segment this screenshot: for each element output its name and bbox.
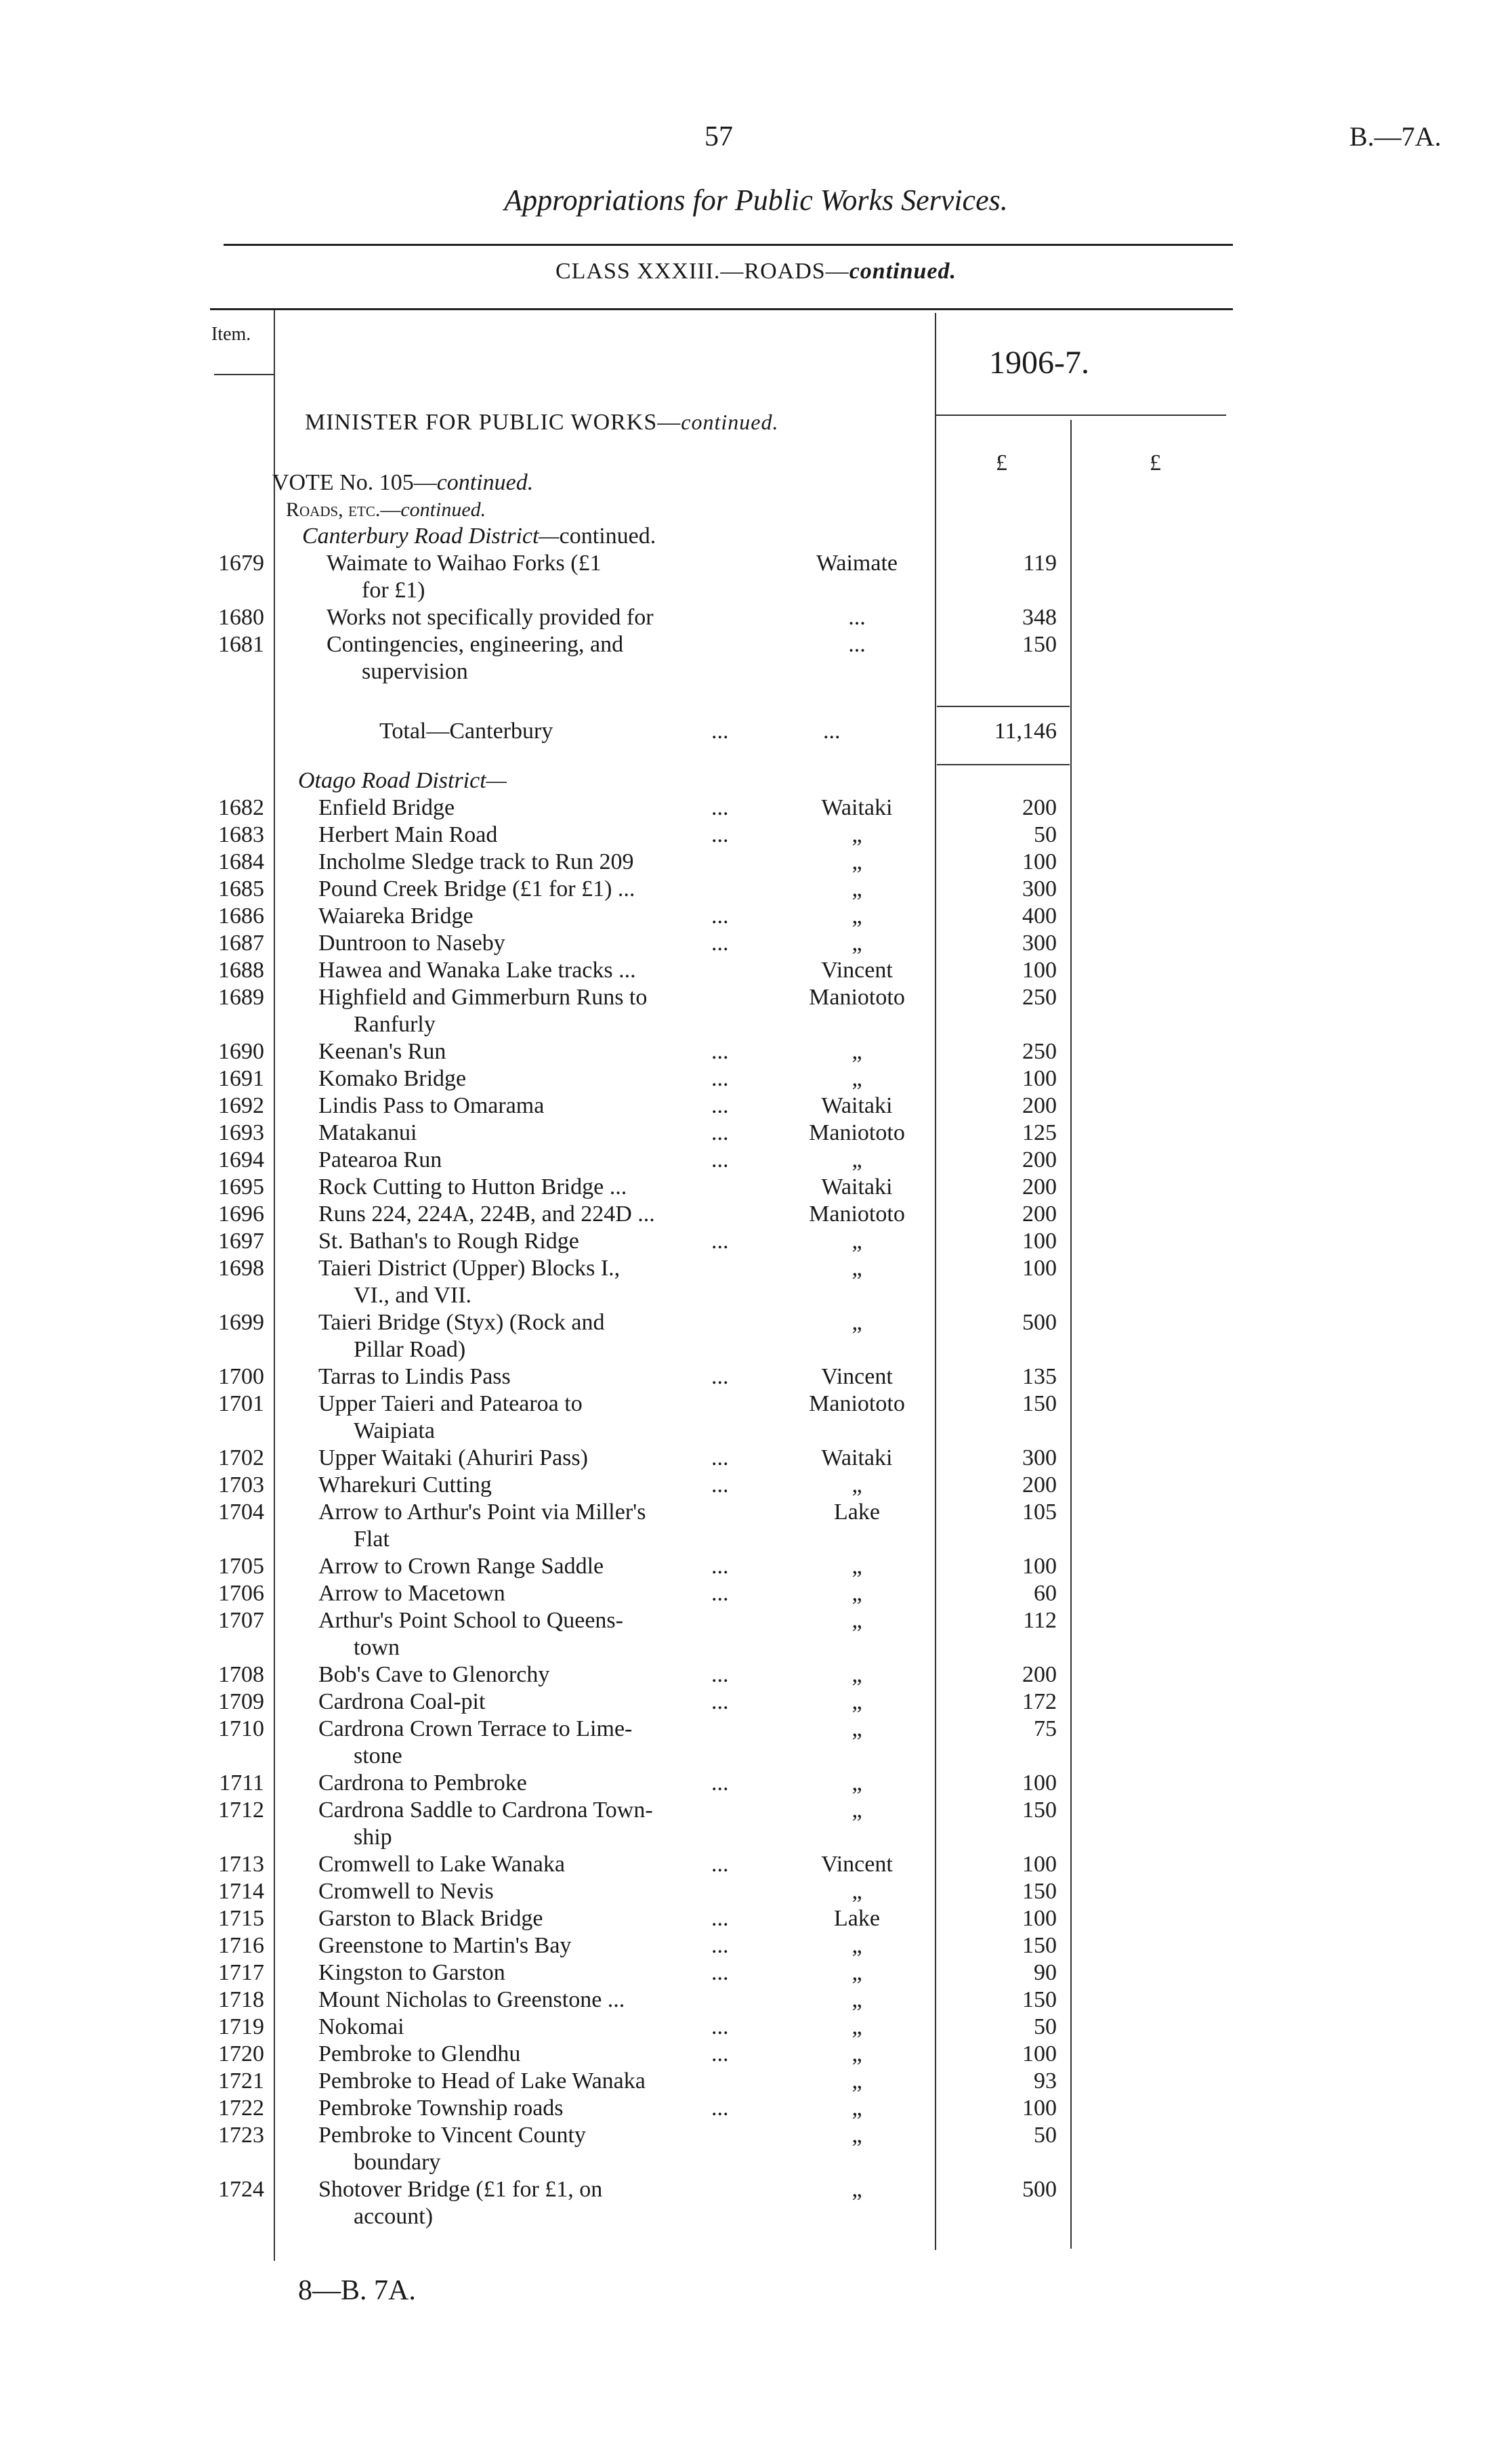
item-description: Cromwell to Lake Wanaka [318, 1852, 565, 1877]
item-number: 1720 [218, 2041, 264, 2066]
item-amount: 172 [1022, 1689, 1057, 1714]
table-row [0, 1607, 1512, 1661]
item-amount: 119 [1023, 551, 1057, 576]
leader-dots: ... [711, 1066, 729, 1091]
table-row [0, 1661, 1512, 1688]
item-district: „ [852, 1770, 862, 1796]
table-row [0, 930, 1512, 957]
item-description: Keenan's Run [318, 1039, 446, 1064]
table-row [0, 1688, 1512, 1716]
table-row [0, 1390, 1512, 1445]
table-row [0, 2014, 1512, 2041]
item-number: 1704 [218, 1500, 264, 1525]
item-number: 1683 [218, 822, 264, 847]
item-district: Waitaki [821, 1174, 893, 1199]
table-row [0, 849, 1512, 876]
item-description: Pembroke to Vincent County [318, 2123, 586, 2148]
item-description: Taieri Bridge (Styx) (Rock and [318, 1310, 605, 1335]
item-district: „ [852, 849, 862, 874]
item-number: 1721 [218, 2068, 264, 2094]
total-rule [937, 764, 1070, 765]
item-district: „ [852, 2041, 862, 2066]
item-description: Herbert Main Road [318, 822, 498, 847]
item-description: Waimate to Waihao Forks (£1 [327, 551, 602, 576]
leader-dots: ... [711, 2096, 729, 2121]
item-description: St. Bathan's to Rough Ridge [318, 1229, 579, 1254]
item-district: „ [852, 1689, 862, 1714]
item-description-continued: boundary [354, 2150, 441, 2175]
item-district: „ [852, 1960, 862, 1985]
item-number: 1708 [218, 1662, 264, 1687]
item-description: Pound Creek Bridge (£1 for £1) ... [318, 876, 635, 901]
document-reference: B.—7A. [1349, 121, 1442, 152]
leader-dots: ... [711, 1364, 729, 1389]
item-description-continued: ship [354, 1825, 392, 1850]
item-district: „ [852, 1608, 862, 1633]
item-district: „ [852, 1256, 862, 1281]
item-description: Cardrona Crown Terrace to Lime- [318, 1716, 633, 1741]
item-number: 1709 [218, 1689, 264, 1714]
item-district: „ [852, 1879, 862, 1904]
leader-dots: ... [711, 1445, 729, 1470]
item-district: „ [852, 1310, 862, 1335]
item-amount: 75 [1034, 1716, 1057, 1741]
table-row [0, 1472, 1512, 1499]
item-description-continued: supervision [362, 659, 468, 684]
item-description: Upper Taieri and Patearoa to [318, 1391, 583, 1416]
item-description-continued: town [354, 1635, 400, 1660]
item-district: „ [852, 2177, 862, 2202]
item-amount: 100 [1022, 1770, 1057, 1796]
item-amount: 200 [1022, 1147, 1057, 1172]
item-description: Pembroke Township roads [318, 2096, 564, 2121]
item-district: Waitaki [821, 1445, 893, 1470]
table-row [0, 604, 1512, 631]
item-description: Kingston to Garston [318, 1960, 505, 1985]
item-description-continued: Flat [354, 1527, 390, 1552]
item-district: ... [848, 632, 866, 657]
table-row [0, 1174, 1512, 1201]
table-row [0, 794, 1512, 822]
leader-dots: ... [711, 1093, 729, 1118]
item-amount: 125 [1022, 1120, 1057, 1145]
item-number: 1688 [218, 958, 264, 983]
item-amount: 200 [1022, 1174, 1057, 1199]
item-description: Lindis Pass to Omarama [318, 1093, 545, 1118]
item-number: 1714 [218, 1879, 264, 1904]
table-row [0, 1851, 1512, 1878]
leader-dots: ... [711, 1554, 729, 1579]
item-number: 1684 [218, 849, 264, 874]
item-description-continued: for £1) [362, 578, 425, 603]
item-description: Waiareka Bridge [318, 904, 474, 929]
item-description: Arrow to Macetown [318, 1581, 505, 1606]
item-amount: 150 [1022, 632, 1057, 657]
item-description: Mount Nicholas to Greenstone ... [318, 1987, 625, 2012]
table-row [0, 1255, 1512, 1309]
item-amount: 200 [1022, 1662, 1057, 1687]
item-amount: 100 [1022, 1906, 1057, 1931]
item-description: Works not specifically provided for [327, 605, 654, 630]
item-amount: 100 [1022, 1554, 1057, 1579]
item-amount: 100 [1022, 1229, 1057, 1254]
table-row [0, 1580, 1512, 1607]
item-number: 1679 [218, 551, 264, 576]
item-amount: 200 [1022, 795, 1057, 820]
item-amount: 150 [1022, 1879, 1057, 1904]
canterbury-total-label: Total—Canterbury [379, 719, 553, 744]
table-row [0, 1878, 1512, 1905]
item-number: 1703 [218, 1472, 264, 1497]
table-row [0, 1716, 1512, 1770]
item-number: 1680 [218, 605, 264, 630]
item-district: „ [852, 1066, 862, 1091]
table-row [0, 1770, 1512, 1797]
item-number: 1691 [218, 1066, 264, 1091]
leader-dots: ... [711, 795, 729, 820]
item-number: 1695 [218, 1174, 264, 1199]
item-number: 1707 [218, 1608, 264, 1633]
item-amount: 93 [1034, 2068, 1057, 2094]
item-description: Taieri District (Upper) Blocks I., [318, 1256, 621, 1281]
item-number: 1715 [218, 1906, 264, 1931]
item-district: Maniototo [809, 1120, 905, 1145]
leader-dots: ... [711, 1229, 729, 1254]
item-district: „ [852, 1798, 862, 1823]
item-number: 1705 [218, 1554, 264, 1579]
table-row [0, 2068, 1512, 2095]
leader-dots: ... [711, 822, 729, 847]
item-district: „ [852, 1662, 862, 1687]
item-amount: 150 [1022, 1987, 1057, 2012]
item-description: Incholme Sledge track to Run 209 [318, 849, 634, 874]
item-number: 1696 [218, 1202, 264, 1227]
item-description: Pembroke to Head of Lake Wanaka [318, 2068, 646, 2094]
table-row [0, 631, 1512, 685]
item-amount: 200 [1022, 1202, 1057, 1227]
item-number: 1687 [218, 931, 264, 956]
leader-dots: ... [711, 1960, 729, 1985]
leader-dots: ... [711, 1770, 729, 1796]
item-district: „ [852, 931, 862, 956]
item-district: Vincent [821, 1852, 893, 1877]
table-row [0, 1309, 1512, 1363]
leader-dots: ... [711, 1689, 729, 1714]
table-row [0, 1905, 1512, 1932]
item-number: 1701 [218, 1391, 264, 1416]
item-district: „ [852, 1229, 862, 1254]
item-description: Upper Waitaki (Ahuriri Pass) [318, 1445, 588, 1470]
footer-reference: 8—B. 7A. [298, 2275, 416, 2306]
item-number: 1706 [218, 1581, 264, 1606]
leader-dots: ... [711, 904, 729, 929]
item-district: „ [852, 876, 862, 901]
item-amount: 150 [1022, 1798, 1057, 1823]
leader-dots: ... [711, 1039, 729, 1064]
item-amount: 135 [1022, 1364, 1057, 1389]
item-description: Nokomai [318, 2014, 404, 2039]
item-description: Hawea and Wanaka Lake tracks ... [318, 958, 636, 983]
item-number: 1697 [218, 1229, 264, 1254]
table-row [0, 1147, 1512, 1174]
item-number: 1723 [218, 2123, 264, 2148]
item-description: Highfield and Gimmerburn Runs to [318, 985, 648, 1010]
item-district: Lake [834, 1906, 880, 1931]
item-description: Garston to Black Bridge [318, 1906, 543, 1931]
leader-dots: ... [711, 1662, 729, 1687]
item-district: „ [852, 2096, 862, 2121]
item-description: Duntroon to Naseby [318, 931, 505, 956]
item-district: „ [852, 1472, 862, 1497]
item-district: „ [852, 1716, 862, 1741]
table-row [0, 1228, 1512, 1255]
table-row [0, 2176, 1512, 2230]
table-row [0, 1065, 1512, 1092]
class-heading: CLASS XXXIII.—ROADS—continued. [555, 259, 957, 284]
item-amount: 50 [1034, 822, 1057, 847]
item-header-underline [214, 374, 274, 375]
item-amount: 250 [1022, 985, 1057, 1010]
table-row [0, 550, 1512, 604]
table-row [0, 1363, 1512, 1390]
item-number: 1689 [218, 985, 264, 1010]
item-description: Komako Bridge [318, 1066, 467, 1091]
item-description: Cardrona Saddle to Cardrona Town- [318, 1798, 653, 1823]
otago-heading: Otago Road District— [298, 768, 507, 793]
item-number: 1724 [218, 2177, 264, 2202]
leader-dots: ... [711, 931, 729, 956]
item-amount: 200 [1022, 1093, 1057, 1118]
item-amount: 348 [1022, 605, 1057, 630]
page-title: Appropriations for Public Works Services. [504, 184, 1008, 217]
item-description: Bob's Cave to Glenorchy [318, 1662, 550, 1687]
item-number: 1717 [218, 1960, 264, 1985]
item-description: Arthur's Point School to Queens- [318, 1608, 623, 1633]
item-district: Vincent [821, 958, 893, 983]
item-description: Shotover Bridge (£1 for £1, on [318, 2177, 603, 2202]
table-row [0, 2041, 1512, 2068]
item-district: „ [852, 2014, 862, 2039]
item-description: Cardrona Coal-pit [318, 1689, 486, 1714]
item-description: Arrow to Crown Range Saddle [318, 1554, 604, 1579]
item-district: Maniototo [809, 1202, 905, 1227]
item-description-continued: VI., and VII. [354, 1283, 472, 1308]
item-description-continued: Ranfurly [354, 1012, 436, 1037]
item-district: Maniototo [809, 985, 905, 1010]
table-row [0, 1959, 1512, 1987]
table-row [0, 1797, 1512, 1851]
item-amount: 300 [1022, 1445, 1057, 1470]
item-amount: 100 [1022, 1256, 1057, 1281]
item-amount: 60 [1034, 1581, 1057, 1606]
table-row [0, 1120, 1512, 1147]
item-description: Tarras to Lindis Pass [318, 1364, 511, 1389]
item-amount: 50 [1034, 2123, 1057, 2148]
item-description: Runs 224, 224A, 224B, and 224D ... [318, 1202, 655, 1227]
item-district: Waitaki [821, 1093, 893, 1118]
item-number: 1722 [218, 2096, 264, 2121]
item-number: 1681 [218, 632, 264, 657]
item-amount: 200 [1022, 1472, 1057, 1497]
canterbury-total-amount: 11,146 [994, 719, 1057, 744]
item-number: 1682 [218, 795, 264, 820]
item-description: Matakanui [318, 1120, 417, 1145]
item-number: 1693 [218, 1120, 264, 1145]
item-number: 1712 [218, 1798, 264, 1823]
item-district: Maniototo [809, 1391, 905, 1416]
item-district: „ [852, 2123, 862, 2148]
item-description-continued: Waipiata [354, 1418, 435, 1443]
item-district: ... [848, 605, 866, 630]
leader-dots: ... [711, 2041, 729, 2066]
item-number: 1719 [218, 2014, 264, 2039]
item-district: „ [852, 1039, 862, 1064]
item-number: 1710 [218, 1716, 264, 1741]
item-amount: 300 [1022, 931, 1057, 956]
item-district: „ [852, 1581, 862, 1606]
item-column-header: Item. [211, 324, 251, 345]
item-amount: 100 [1022, 849, 1057, 874]
header-rule [224, 244, 1233, 246]
item-district: „ [852, 2068, 862, 2094]
currency-label-2: £ [1150, 450, 1161, 475]
leader-dots: ... [711, 1147, 729, 1172]
item-amount: 150 [1022, 1391, 1057, 1416]
item-amount: 100 [1022, 1066, 1057, 1091]
item-district: Waimate [816, 551, 898, 576]
table-row [0, 1987, 1512, 2014]
leader-dots: ... [711, 2014, 729, 2039]
item-number: 1698 [218, 1256, 264, 1281]
table-row [0, 2122, 1512, 2176]
table-row [0, 1445, 1512, 1472]
item-amount: 100 [1022, 1852, 1057, 1877]
item-amount: 500 [1022, 1310, 1057, 1335]
canterbury-total-dots: ... [711, 719, 729, 744]
roads-heading: Roads, etc.—continued. [286, 498, 486, 521]
table-row [0, 822, 1512, 849]
leader-dots: ... [711, 1933, 729, 1958]
item-description: Cromwell to Nevis [318, 1879, 494, 1904]
item-description: Wharekuri Cutting [318, 1472, 492, 1497]
item-district: „ [852, 1554, 862, 1579]
item-number: 1690 [218, 1039, 264, 1064]
year-header-rule [935, 415, 1226, 416]
item-number: 1702 [218, 1445, 264, 1470]
item-district: Lake [834, 1500, 880, 1525]
item-amount: 500 [1022, 2177, 1057, 2202]
item-description: Rock Cutting to Hutton Bridge ... [318, 1174, 627, 1199]
item-description-continued: stone [354, 1743, 402, 1768]
item-description: Enfield Bridge [318, 795, 455, 820]
item-district: „ [852, 1987, 862, 2012]
table-row [0, 984, 1512, 1038]
page-number: 57 [705, 121, 733, 152]
item-description: Pembroke to Glendhu [318, 2041, 521, 2066]
leader-dots: ... [711, 1472, 729, 1497]
item-description: Patearoa Run [318, 1147, 442, 1172]
currency-label-1: £ [996, 450, 1007, 475]
item-amount: 250 [1022, 1039, 1057, 1064]
table-row [0, 957, 1512, 984]
item-number: 1713 [218, 1852, 264, 1877]
item-amount: 400 [1022, 904, 1057, 929]
item-district: „ [852, 1933, 862, 1958]
leader-dots: ... [711, 1852, 729, 1877]
item-amount: 100 [1022, 2041, 1057, 2066]
item-number: 1692 [218, 1093, 264, 1118]
table-row [0, 1038, 1512, 1065]
item-number: 1700 [218, 1364, 264, 1389]
table-row [0, 1499, 1512, 1553]
item-description: Cardrona to Pembroke [318, 1770, 527, 1796]
item-description-continued: Pillar Road) [354, 1337, 466, 1362]
item-number: 1699 [218, 1310, 264, 1335]
subtotal-rule [937, 706, 1070, 707]
item-number: 1685 [218, 876, 264, 901]
leader-dots: ... [711, 1120, 729, 1145]
table-top-rule [210, 308, 1233, 310]
canterbury-heading: Canterbury Road District—continued. [302, 524, 656, 549]
item-district: „ [852, 1147, 862, 1172]
item-amount: 150 [1022, 1933, 1057, 1958]
table-row [0, 1553, 1512, 1580]
item-district: „ [852, 904, 862, 929]
item-district: Waitaki [821, 795, 893, 820]
table-row [0, 1201, 1512, 1228]
item-district: Vincent [821, 1364, 893, 1389]
item-amount: 100 [1022, 2096, 1057, 2121]
item-amount: 300 [1022, 876, 1057, 901]
year-header: 1906-7. [989, 345, 1089, 381]
item-amount: 100 [1022, 958, 1057, 983]
vote-heading: VOTE No. 105—continued. [272, 470, 534, 495]
item-description: Arrow to Arthur's Point via Miller's [318, 1500, 646, 1525]
canterbury-total-district: ... [823, 719, 841, 744]
table-row [0, 1932, 1512, 1959]
item-number: 1694 [218, 1147, 264, 1172]
table-row [0, 2095, 1512, 2122]
table-row [0, 903, 1512, 930]
item-amount: 50 [1034, 2014, 1057, 2039]
item-amount: 112 [1023, 1608, 1057, 1633]
item-district: „ [852, 822, 862, 847]
item-amount: 90 [1034, 1960, 1057, 1985]
minister-heading: MINISTER FOR PUBLIC WORKS—continued. [305, 410, 779, 435]
leader-dots: ... [711, 1581, 729, 1606]
item-amount: 105 [1022, 1500, 1057, 1525]
item-number: 1718 [218, 1987, 264, 2012]
item-number: 1686 [218, 904, 264, 929]
table-row [0, 1092, 1512, 1120]
item-description: Contingencies, engineering, and [327, 632, 624, 657]
item-number: 1716 [218, 1933, 264, 1958]
leader-dots: ... [711, 1906, 729, 1931]
table-row [0, 876, 1512, 903]
item-number: 1711 [219, 1770, 264, 1796]
item-description: Greenstone to Martin's Bay [318, 1933, 572, 1958]
item-description-continued: account) [354, 2204, 434, 2229]
